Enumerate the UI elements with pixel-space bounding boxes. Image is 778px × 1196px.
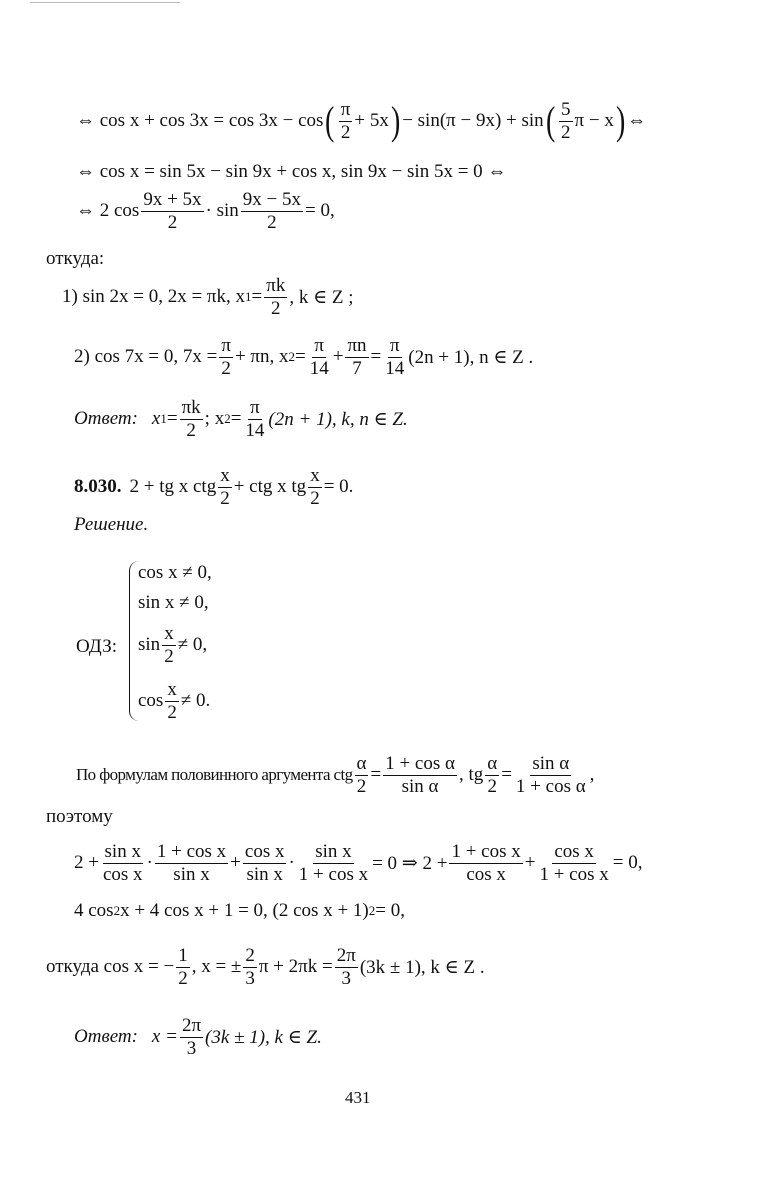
fraction bbox=[514, 754, 588, 797]
fraction bbox=[345, 336, 368, 379]
fraction bbox=[165, 680, 179, 723]
equals: = bbox=[370, 764, 382, 786]
denominator: 14 bbox=[385, 357, 405, 379]
fraction bbox=[243, 842, 287, 885]
answer-label: Ответ: bbox=[74, 1026, 138, 1048]
numerator: 1 + cos x bbox=[156, 841, 227, 862]
denominator: sin α bbox=[401, 775, 439, 797]
numerator: 9x + 5x bbox=[143, 189, 202, 210]
problem-number: 8.030. bbox=[74, 476, 122, 498]
answer2-lead: x = bbox=[151, 1026, 178, 1048]
numerator: π bbox=[389, 335, 400, 356]
fraction bbox=[449, 842, 522, 885]
fraction bbox=[355, 754, 369, 797]
answer-2 bbox=[74, 1016, 322, 1059]
formula-end: , bbox=[589, 764, 595, 786]
otkuda2-mid: , x = ± bbox=[191, 956, 242, 978]
fraction bbox=[180, 398, 203, 441]
denominator: 2 bbox=[221, 357, 231, 379]
numerator: π bbox=[340, 99, 351, 120]
case-1 bbox=[62, 276, 354, 319]
numerator: πn bbox=[347, 335, 367, 356]
numerator: 1 + cos α bbox=[385, 753, 455, 774]
numerator: πk bbox=[181, 397, 201, 418]
denominator: 2 bbox=[487, 775, 497, 797]
denominator: cos x bbox=[102, 863, 143, 885]
numerator: 1 bbox=[178, 945, 188, 966]
equals: = bbox=[251, 286, 263, 308]
dot: · bbox=[288, 852, 295, 874]
left-paren: ( bbox=[325, 98, 335, 144]
subscript: 1 bbox=[245, 289, 252, 305]
numerator: 2π bbox=[336, 945, 356, 966]
denominator: 2 bbox=[167, 701, 177, 723]
equation-line-1 bbox=[76, 100, 646, 143]
otkuda-cos bbox=[46, 946, 485, 989]
otkuda2-lead: откуда cos x = − bbox=[46, 956, 175, 978]
quad-b: x + 4 cos x + 1 = 0, (2 cos x + 1) bbox=[120, 900, 369, 921]
fraction bbox=[383, 336, 406, 379]
denominator: sin x bbox=[246, 863, 283, 885]
fraction bbox=[241, 190, 303, 233]
odz-condition-3 bbox=[138, 624, 207, 667]
denominator: 1 + cos x bbox=[539, 863, 609, 885]
solution-text: Решение. bbox=[74, 514, 149, 535]
eq3-sin: · sin bbox=[205, 200, 239, 222]
numerator: x bbox=[164, 623, 174, 644]
equals: = bbox=[370, 346, 382, 368]
condition-text: cos x ≠ 0, bbox=[138, 562, 212, 583]
fraction bbox=[219, 336, 233, 379]
denominator: 1 + cos x bbox=[298, 863, 369, 885]
numerator: 9x − 5x bbox=[242, 189, 302, 210]
fraction bbox=[297, 842, 370, 885]
numerator: cos x bbox=[244, 841, 285, 862]
case2-lead: 2) cos 7x = 0, 7x = bbox=[74, 346, 218, 368]
condition-end: ≠ 0, bbox=[177, 634, 208, 656]
condition-lead: cos bbox=[138, 690, 164, 712]
fraction bbox=[155, 842, 228, 885]
case2-mid: + πn, x bbox=[234, 346, 289, 368]
numerator: α bbox=[356, 753, 367, 774]
answer-label: Ответ: bbox=[74, 408, 138, 430]
problem-end: = 0. bbox=[323, 476, 354, 498]
odz-label bbox=[76, 636, 117, 658]
denominator: 2 bbox=[186, 419, 196, 441]
eq-end: = 0, bbox=[612, 852, 643, 874]
formula-mid: , tg bbox=[458, 764, 484, 786]
poetomu-label bbox=[46, 806, 113, 828]
condition-lead: sin bbox=[138, 634, 161, 656]
fraction bbox=[162, 624, 176, 667]
denominator: 2 bbox=[167, 211, 178, 233]
numerator: 2π bbox=[181, 1015, 202, 1036]
case-2 bbox=[74, 336, 533, 379]
quad-a: 4 cos bbox=[74, 900, 114, 921]
page-number: 431 bbox=[345, 1088, 371, 1107]
fraction bbox=[243, 946, 257, 989]
quadratic-line bbox=[74, 900, 405, 922]
left-paren: ( bbox=[545, 98, 556, 144]
odz-condition-1 bbox=[138, 562, 212, 584]
numerator: x bbox=[310, 465, 320, 486]
answer-1 bbox=[74, 398, 408, 441]
numerator: x bbox=[167, 679, 177, 700]
odz-condition-2 bbox=[138, 592, 209, 614]
fraction-5-over-2 bbox=[559, 100, 573, 143]
equation-line-3 bbox=[76, 190, 335, 233]
numerator: π bbox=[221, 335, 231, 356]
denominator: 3 bbox=[341, 967, 352, 989]
odz-text: ОДЗ: bbox=[76, 636, 118, 657]
superscript: 2 bbox=[368, 903, 376, 918]
fraction bbox=[485, 754, 499, 797]
eq1-lead: ⇔ cos x + cos 3x = cos 3x − cos bbox=[76, 110, 324, 132]
eq-lead: 2 + bbox=[74, 852, 99, 874]
fraction bbox=[180, 1016, 203, 1059]
fraction bbox=[308, 336, 331, 379]
answer1-end: (2n + 1), k, n ∈ Z. bbox=[268, 408, 408, 430]
plus: + bbox=[332, 346, 344, 368]
numerator: cos x bbox=[554, 841, 594, 862]
numerator: α bbox=[487, 753, 498, 774]
otkuda-label bbox=[46, 248, 104, 270]
numerator: 1 + cos x bbox=[451, 841, 521, 862]
fraction bbox=[141, 190, 203, 233]
numerator: πk bbox=[266, 275, 286, 296]
subscript: 2 bbox=[288, 349, 295, 365]
denominator: 2 bbox=[178, 967, 188, 989]
case1-lead: 1) sin 2x = 0, 2x = πk, x bbox=[62, 286, 246, 308]
condition-text: sin x ≠ 0, bbox=[138, 592, 209, 613]
denominator: 14 bbox=[245, 419, 265, 441]
condition-end: ≠ 0. bbox=[180, 690, 211, 712]
odz-condition-4 bbox=[138, 680, 210, 723]
fraction bbox=[264, 276, 287, 319]
subscript: 2 bbox=[224, 411, 231, 427]
denominator: 2 bbox=[271, 297, 281, 319]
fraction bbox=[243, 398, 266, 441]
half-angle-formula bbox=[76, 754, 594, 797]
numerator: π bbox=[314, 335, 325, 356]
fraction bbox=[176, 946, 190, 989]
denominator: 14 bbox=[309, 357, 329, 379]
eq1-mid: − sin(π − 9x) + sin bbox=[402, 110, 544, 132]
answer1-mid: ; x bbox=[204, 408, 225, 430]
denominator: 7 bbox=[352, 357, 362, 379]
case2-end: (2n + 1), n ∈ Z . bbox=[408, 346, 534, 368]
equals: = bbox=[230, 408, 242, 430]
fraction bbox=[383, 754, 457, 797]
denominator: 2 bbox=[340, 121, 351, 143]
case1-end: , k ∈ Z ; bbox=[289, 286, 354, 308]
numerator: sin x bbox=[315, 841, 352, 862]
solution-label bbox=[74, 514, 148, 536]
numerator: sin α bbox=[532, 753, 570, 774]
equals: = bbox=[501, 764, 512, 786]
dot: · bbox=[146, 852, 153, 874]
eq1-plus5x: + 5x bbox=[354, 110, 389, 132]
fraction-pi-over-2 bbox=[339, 100, 353, 143]
eq3-end: = 0, bbox=[305, 200, 335, 222]
numerator: sin x bbox=[104, 841, 141, 862]
plus: + bbox=[524, 852, 536, 874]
poetomu-text: поэтому bbox=[46, 806, 113, 827]
plus: + bbox=[230, 852, 241, 874]
numerator: 5 bbox=[561, 99, 571, 120]
superscript: 2 bbox=[113, 903, 121, 918]
eq3-lead: ⇔ 2 cos bbox=[76, 200, 140, 222]
answer2-end: (3k ± 1), k ∈ Z. bbox=[205, 1026, 322, 1048]
denominator: 2 bbox=[164, 645, 174, 667]
denominator: 3 bbox=[245, 967, 255, 989]
problem-mid: + ctg x tg bbox=[233, 476, 307, 498]
denominator: 2 bbox=[220, 487, 230, 509]
otkuda2-mid2: π + 2πk = bbox=[258, 956, 333, 978]
fraction bbox=[537, 842, 610, 885]
right-paren: ) bbox=[390, 98, 401, 144]
formula-lead: По формулам половинного аргумента ctg bbox=[76, 765, 353, 785]
denominator: sin x bbox=[173, 863, 210, 885]
denominator: cos x bbox=[466, 863, 506, 885]
fraction bbox=[308, 466, 322, 509]
right-paren: ) bbox=[615, 98, 626, 144]
denominator: 3 bbox=[186, 1037, 197, 1059]
denominator: 2 bbox=[356, 775, 367, 797]
problem-lead: 2 + tg x ctg bbox=[129, 476, 217, 498]
numerator: x bbox=[220, 465, 230, 486]
eq1-end: ⇔ bbox=[627, 110, 647, 132]
numerator: 2 bbox=[245, 945, 255, 966]
top-rule bbox=[30, 2, 180, 3]
equals: = bbox=[166, 408, 178, 430]
denominator: 2 bbox=[310, 487, 320, 509]
equals: = bbox=[295, 346, 306, 368]
fraction bbox=[101, 842, 145, 885]
eq1-tail: π − x bbox=[574, 110, 614, 132]
otkuda-text: откуда: bbox=[46, 248, 105, 269]
problem-8-030 bbox=[74, 466, 353, 509]
equation-long bbox=[74, 842, 642, 885]
otkuda2-end: (3k ± 1), k ∈ Z . bbox=[359, 956, 485, 978]
denominator: 2 bbox=[267, 211, 277, 233]
subscript: 1 bbox=[160, 411, 167, 427]
quad-c: = 0, bbox=[375, 900, 405, 921]
denominator: 2 bbox=[561, 121, 571, 143]
equation-line-2 bbox=[76, 161, 506, 183]
fraction bbox=[218, 466, 232, 509]
eq2-text: ⇔ cos x = sin 5x − sin 9x + cos x, sin 9x − sin 5x = 0 ⇔ bbox=[76, 161, 507, 182]
var-x: x bbox=[151, 408, 161, 430]
denominator: 1 + cos α bbox=[515, 775, 586, 797]
fraction bbox=[335, 946, 358, 989]
implies: = 0 ⇒ 2 + bbox=[372, 852, 448, 874]
numerator: π bbox=[250, 397, 260, 418]
